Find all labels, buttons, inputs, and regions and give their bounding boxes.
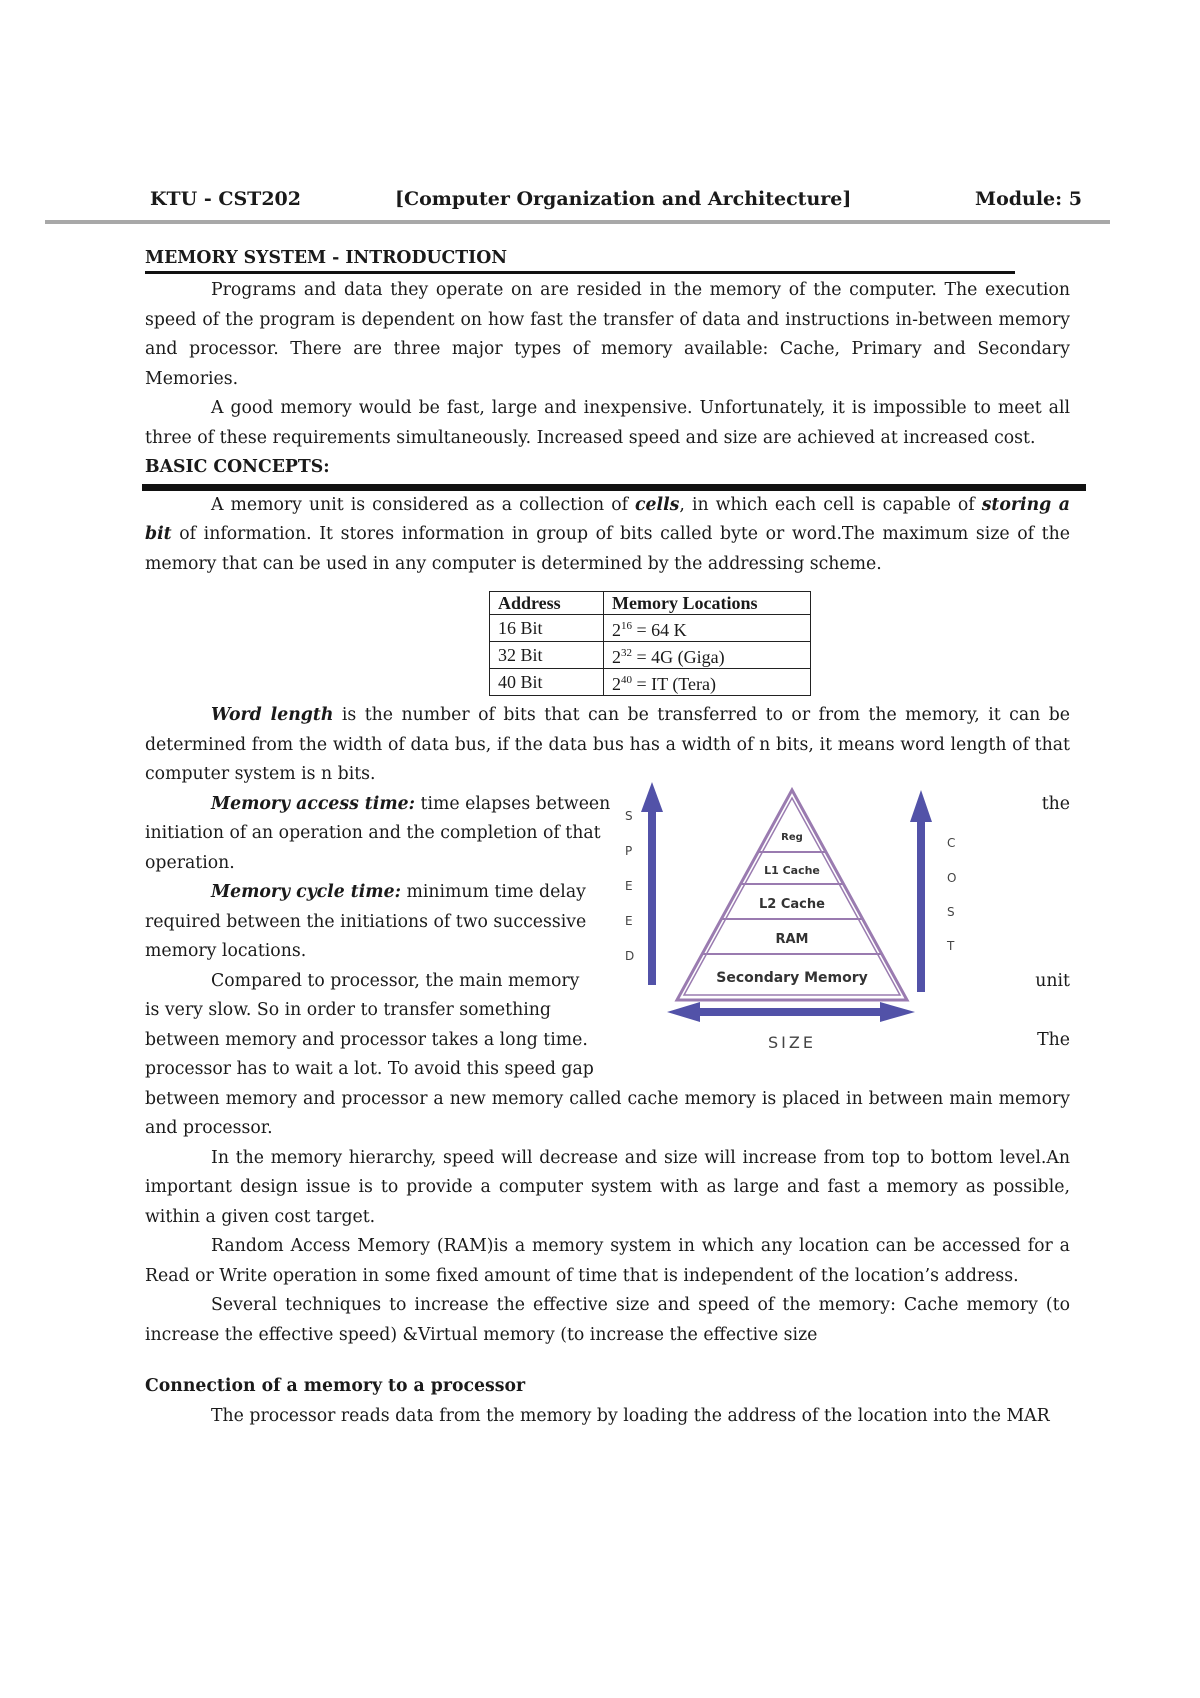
power-result: = IT (Tera): [632, 674, 717, 694]
access-time-line-3: operation.: [145, 852, 235, 873]
size-label: SIZE: [768, 1032, 816, 1052]
power-result: = 64 K: [632, 620, 687, 640]
speed-letter: E: [625, 878, 633, 893]
speed-letter: D: [625, 948, 635, 963]
basic-text-a: A memory unit is considered as a collection of: [211, 494, 636, 515]
speed-letter: P: [625, 843, 633, 858]
cost-letter: T: [947, 938, 955, 953]
hierarchy-paragraph-1: In the memory hierarchy, speed will decrease and size will increase from top to bottom level.An important design issue is to provide a computer system with as large and fast a memory as possible, within a given cost target.: [145, 1147, 1070, 1227]
header-course-code: KTU - CST202: [150, 188, 301, 210]
spacer: [145, 1350, 1070, 1372]
access-time-text: time elapses between: [415, 793, 611, 814]
power-exponent: 40: [621, 674, 632, 686]
hierarchy-paragraph-2: Random Access Memory (RAM)is a memory system in which any location can be accessed for a Read or Write operation in some fixed amount of time that is independent of the location’s address.: [145, 1236, 1070, 1286]
compared-line-1: Compared to processor, the main memory: [211, 970, 580, 991]
compared-tail-3: The: [1037, 1029, 1070, 1050]
power-base: 2: [612, 647, 621, 667]
memory-hierarchy-diagram: [625, 782, 1080, 1072]
size-arrow: [667, 1002, 915, 1022]
power-result: = 4G (Giga): [632, 647, 725, 667]
compared-line-3: between memory and processor takes a long time.: [145, 1029, 588, 1050]
word-length-paragraph: [145, 701, 1070, 790]
access-time-line-1: [145, 790, 611, 820]
basic-concepts-rule: [142, 484, 1086, 491]
header-rule: [45, 220, 1110, 224]
intro-heading: MEMORY SYSTEM - INTRODUCTION: [145, 245, 1015, 274]
compared-line-4: processor has to wait a lot. To avoid this speed gap: [145, 1059, 594, 1079]
address-cell: 16 Bit: [490, 615, 604, 642]
compared-tail-1: unit: [1035, 970, 1070, 991]
basic-concepts-heading: BASIC CONCEPTS:: [145, 457, 330, 477]
pyramid: [677, 790, 907, 1000]
access-time-term: Memory access time:: [211, 793, 416, 814]
word-length-text: is the number of bits that can be transferred to or from the memory, it can be determined from the width of data bus, if the data bus has a width of n bits, it means word length of that computer system is n bits.: [145, 705, 1071, 784]
diagram-text-block: [145, 790, 1070, 1085]
header-module: Module: 5: [975, 188, 1082, 210]
speed-letter: E: [625, 913, 633, 928]
speed-letter: S: [625, 808, 633, 823]
cells-term: cells: [635, 494, 680, 515]
level-secondary-memory: Secondary Memory: [716, 969, 868, 986]
connection-heading: Connection of a memory to a processor: [145, 1376, 526, 1396]
level-reg: Reg: [781, 831, 803, 843]
cost-letter: S: [947, 904, 955, 919]
level-l2-cache: L2 Cache: [759, 896, 825, 912]
power-base: 2: [612, 620, 621, 640]
cost-letter: C: [947, 835, 956, 850]
cost-arrow: [910, 790, 932, 992]
table-row: [490, 615, 811, 642]
speed-arrow: [641, 782, 663, 985]
header-course-title: [Computer Organization and Architecture]: [395, 188, 852, 210]
basic-text-c: of information. It stores information in group of bits called byte or word.The maximum size of the memory that can be used in any computer is determined by the addressing scheme.: [145, 524, 1070, 574]
address-cell: 32 Bit: [490, 642, 604, 669]
level-l1-cache: L1 Cache: [764, 863, 820, 877]
diagram-side-text: [145, 790, 611, 1085]
cycle-time-term: Memory cycle time:: [211, 882, 401, 902]
memory-locations-cell: [604, 642, 811, 669]
storing-bit-term: storing a bit: [145, 494, 1070, 544]
table-row: [490, 669, 811, 696]
level-ram: RAM: [775, 931, 809, 947]
address-table: [489, 591, 811, 696]
basic-text-b: , in which each cell is capable of: [679, 494, 982, 515]
compared-continued: between memory and processor a new memory called cache memory is placed in between main memory and processor.: [145, 1088, 1070, 1138]
connection-paragraph-1: The processor reads data from the memory by loading the address of the location into the MAR: [211, 1405, 1050, 1426]
address-table-wrapper: [145, 591, 1070, 696]
memory-locations-column-header: Memory Locations: [604, 592, 811, 615]
basic-concepts-paragraph: [145, 491, 1070, 580]
cycle-time-line-2: required between the initiations of two successive: [145, 911, 587, 932]
access-time-line-2: initiation of an operation and the completion of that: [145, 823, 601, 843]
power-exponent: 32: [621, 647, 632, 659]
page-header: [150, 188, 1082, 218]
cycle-time-line-1: [145, 878, 605, 908]
memory-locations-cell: [604, 615, 811, 642]
address-cell: 40 Bit: [490, 669, 604, 696]
hierarchy-paragraph-3: Several techniques to increase the effective size and speed of the memory: Cache memory (to increase the effective speed) &Virtual memory (to increase the effective size: [145, 1295, 1070, 1345]
cycle-time-line-3: memory locations.: [145, 941, 307, 961]
power-exponent: 16: [621, 620, 632, 632]
intro-paragraph-2: A good memory would be fast, large and inexpensive. Unfortunately, it is impossible to meet all three of these requirements simultaneously. Increased speed and size are achieved at increased cost.: [145, 398, 1070, 448]
access-time-tail: the: [1041, 793, 1070, 814]
address-column-header: Address: [490, 592, 604, 615]
power-base: 2: [612, 674, 621, 694]
intro-paragraph-1: Programs and data they operate on are resided in the memory of the computer. The execution speed of the program is dependent on how fast the transfer of data and instructions in-between memory and processor. There are three major types of memory available: Cache, Primary and Secondary Memories.: [145, 280, 1070, 389]
memory-locations-cell: [604, 669, 811, 696]
pyramid-outline: [677, 790, 907, 1000]
table-row: [490, 642, 811, 669]
compared-line-2: is very slow. So in order to transfer something: [145, 1000, 551, 1020]
word-length-term: Word length: [211, 705, 334, 725]
cycle-time-text: minimum time delay: [400, 882, 586, 902]
address-table-header-row: [490, 592, 811, 615]
cost-letter: O: [947, 870, 957, 885]
page-content: [145, 245, 1070, 1431]
